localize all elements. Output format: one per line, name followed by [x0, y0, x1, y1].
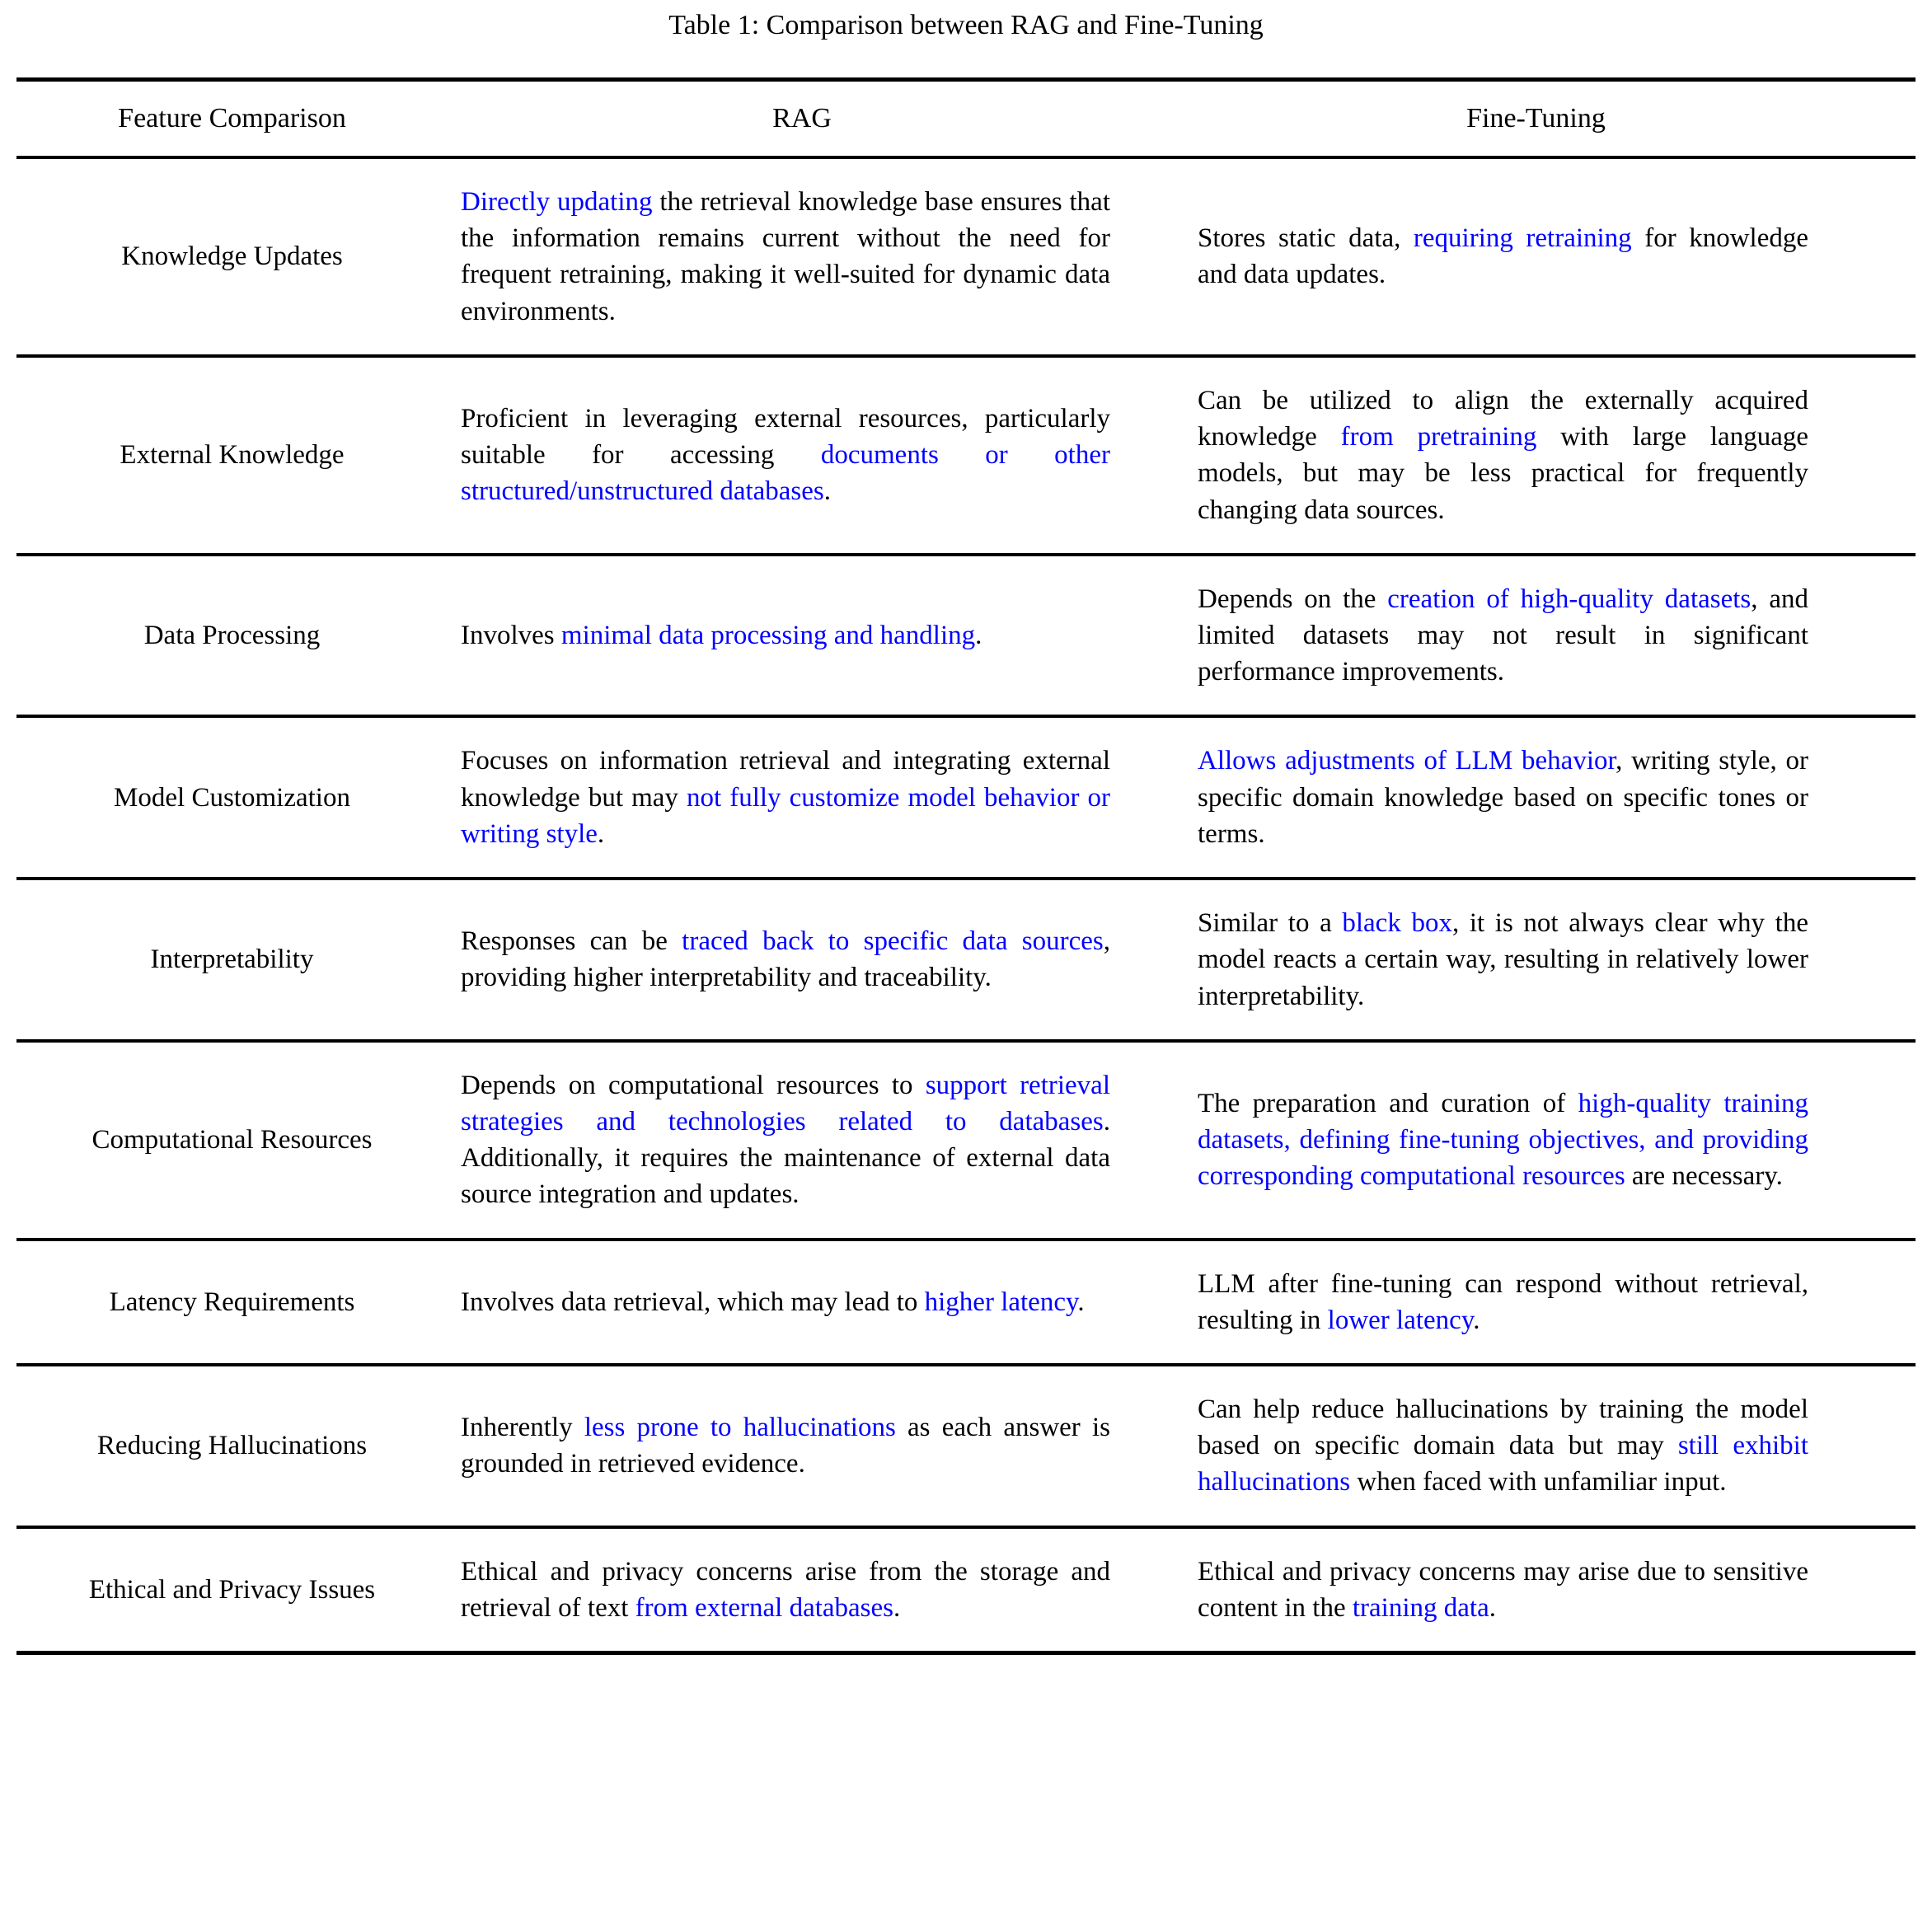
plain-text: , writing style, or specific domain knowledge based on specific tones or terms.: [1198, 746, 1808, 849]
plain-text: with large language models, but may be less practical for frequently changing data sources.: [1198, 422, 1808, 525]
highlighted-text: higher latency: [924, 1287, 1078, 1317]
fine-tuning-cell: [1156, 879, 1916, 1041]
plain-text: , it is not always clear why the model reacts a certain way, resulting in relatively lower interpretability.: [1198, 908, 1808, 1011]
fine-tuning-cell: [1156, 1527, 1916, 1653]
plain-text: as each answer is grounded in retrieved evidence.: [461, 1413, 1110, 1479]
plain-text: Similar to a: [1198, 908, 1343, 939]
rag-cell: [448, 1527, 1156, 1653]
plain-text: , and limited datasets may not result in significant performance improvements.: [1198, 584, 1808, 687]
fine-tuning-cell: [1156, 716, 1916, 879]
rag-cell: [448, 555, 1156, 717]
table-row: [16, 1041, 1916, 1240]
fine-tuning-cell: [1156, 356, 1916, 555]
highlighted-text: from pretraining: [1340, 422, 1537, 452]
header-feature-comparison: Feature Comparison: [16, 80, 448, 158]
table-row: [16, 1365, 1916, 1527]
plain-text: The preparation and curation of: [1198, 1088, 1578, 1118]
plain-text: for knowledge and data updates.: [1198, 223, 1808, 290]
highlighted-text: traced back to specific data sources: [682, 926, 1104, 957]
rag-cell: [448, 1365, 1156, 1527]
highlighted-text: black box: [1342, 908, 1452, 939]
plain-text: , providing higher interpretability and traceability.: [461, 926, 1110, 993]
highlighted-text: requiring retraining: [1413, 223, 1632, 254]
plain-text: Proficient in leveraging external resources, particularly suitable for accessing: [461, 403, 1110, 471]
header-rag: RAG: [448, 80, 1156, 158]
highlighted-text: training data: [1352, 1592, 1489, 1623]
table-row: [16, 716, 1916, 879]
plain-text: Ethical and privacy concerns arise from the storage and retrieval of text: [461, 1556, 1110, 1623]
header-row: [16, 80, 1916, 158]
plain-text: Can help reduce hallucinations by training the model based on specific domain data but may: [1198, 1394, 1808, 1461]
feature-cell: Reducing Hallucinations: [96, 1431, 368, 1461]
fine-tuning-cell: [1156, 157, 1916, 356]
plain-text: .: [893, 1592, 901, 1623]
plain-text: Ethical and privacy concerns may arise due to sensitive content in the: [1198, 1556, 1808, 1623]
table-row: [16, 879, 1916, 1041]
plain-text: the retrieval knowledge base ensures that the information remains current without the need for frequent retraining, making it well-suited for dynamic data environments.: [461, 187, 1110, 326]
plain-text: .: [823, 476, 832, 507]
plain-text: Focuses on information retrieval and integrating external knowledge but may: [461, 746, 1110, 813]
table-row: [16, 1527, 1916, 1653]
feature-cell: Model Customization: [114, 782, 350, 813]
feature-cell: Computational Resources: [91, 1125, 373, 1155]
plain-text: .: [1489, 1592, 1496, 1623]
rag-cell: [448, 716, 1156, 879]
plain-text: .: [1077, 1287, 1085, 1317]
highlighted-text: still exhibit hallucinations: [1198, 1431, 1808, 1498]
table-row: [16, 1240, 1916, 1365]
highlighted-text: not fully customize model behavior or writing style: [461, 782, 1110, 849]
rag-cell: [448, 1041, 1156, 1240]
plain-text: Responses can be: [461, 926, 682, 957]
highlighted-text: from external databases: [635, 1592, 894, 1623]
feature-cell: Data Processing: [143, 620, 321, 650]
fine-tuning-cell: [1156, 1240, 1916, 1365]
plain-text: LLM after fine-tuning can respond without retrieval, resulting in: [1198, 1268, 1808, 1335]
feature-cell: Interpretability: [150, 944, 314, 975]
plain-text: .: [1473, 1305, 1480, 1335]
plain-text: when faced with unfamiliar input.: [1350, 1467, 1727, 1498]
plain-text: Depends on the: [1198, 584, 1388, 614]
highlighted-text: Directly updating: [461, 187, 653, 217]
feature-cell: Knowledge Updates: [121, 241, 343, 272]
plain-text: . Additionally, it requires the maintenance of external data source integration and updates.: [461, 1106, 1110, 1210]
highlighted-text: Allows adjustments of LLM behavior: [1198, 746, 1616, 776]
fine-tuning-cell: [1156, 1365, 1916, 1527]
rag-cell: [448, 157, 1156, 356]
highlighted-text: minimal data processing and handling: [560, 620, 976, 650]
feature-cell: External Knowledge: [120, 440, 345, 471]
rag-cell: [448, 1240, 1156, 1365]
highlighted-text: creation of high-quality datasets: [1387, 584, 1751, 614]
plain-text: Can be utilized to align the externally acquired knowledge: [1198, 385, 1808, 452]
table-row: [16, 356, 1916, 555]
fine-tuning-cell: [1156, 1041, 1916, 1240]
table-caption: Table 1: Comparison between RAG and Fine-Tuning: [668, 10, 1264, 40]
plain-text: Inherently: [461, 1413, 584, 1443]
highlighted-text: high-quality training datasets, defining fine-tuning objectives, and providing corresponding computational resources: [1198, 1088, 1808, 1192]
plain-text: .: [597, 818, 605, 849]
plain-text: Stores static data,: [1198, 223, 1414, 254]
table-row: [16, 157, 1916, 356]
plain-text: Depends on computational resources to: [461, 1070, 926, 1100]
table-row: [16, 555, 1916, 717]
plain-text: are necessary.: [1625, 1161, 1783, 1192]
highlighted-text: documents or other structured/unstructured databases: [461, 440, 1110, 507]
header-fine-tuning: Fine-Tuning: [1156, 80, 1916, 158]
rag-cell: [448, 879, 1156, 1041]
highlighted-text: less prone to hallucinations: [584, 1413, 896, 1443]
plain-text: Involves data retrieval, which may lead to: [461, 1287, 925, 1317]
fine-tuning-cell: [1156, 555, 1916, 717]
highlighted-text: lower latency: [1327, 1305, 1474, 1335]
feature-cell: Latency Requirements: [109, 1287, 355, 1317]
rag-cell: [448, 356, 1156, 555]
comparison-table: [16, 77, 1916, 1655]
plain-text: Involves: [461, 620, 561, 650]
highlighted-text: support retrieval strategies and technologies related to databases: [461, 1070, 1110, 1137]
plain-text: .: [975, 620, 982, 650]
feature-cell: Ethical and Privacy Issues: [88, 1574, 376, 1605]
